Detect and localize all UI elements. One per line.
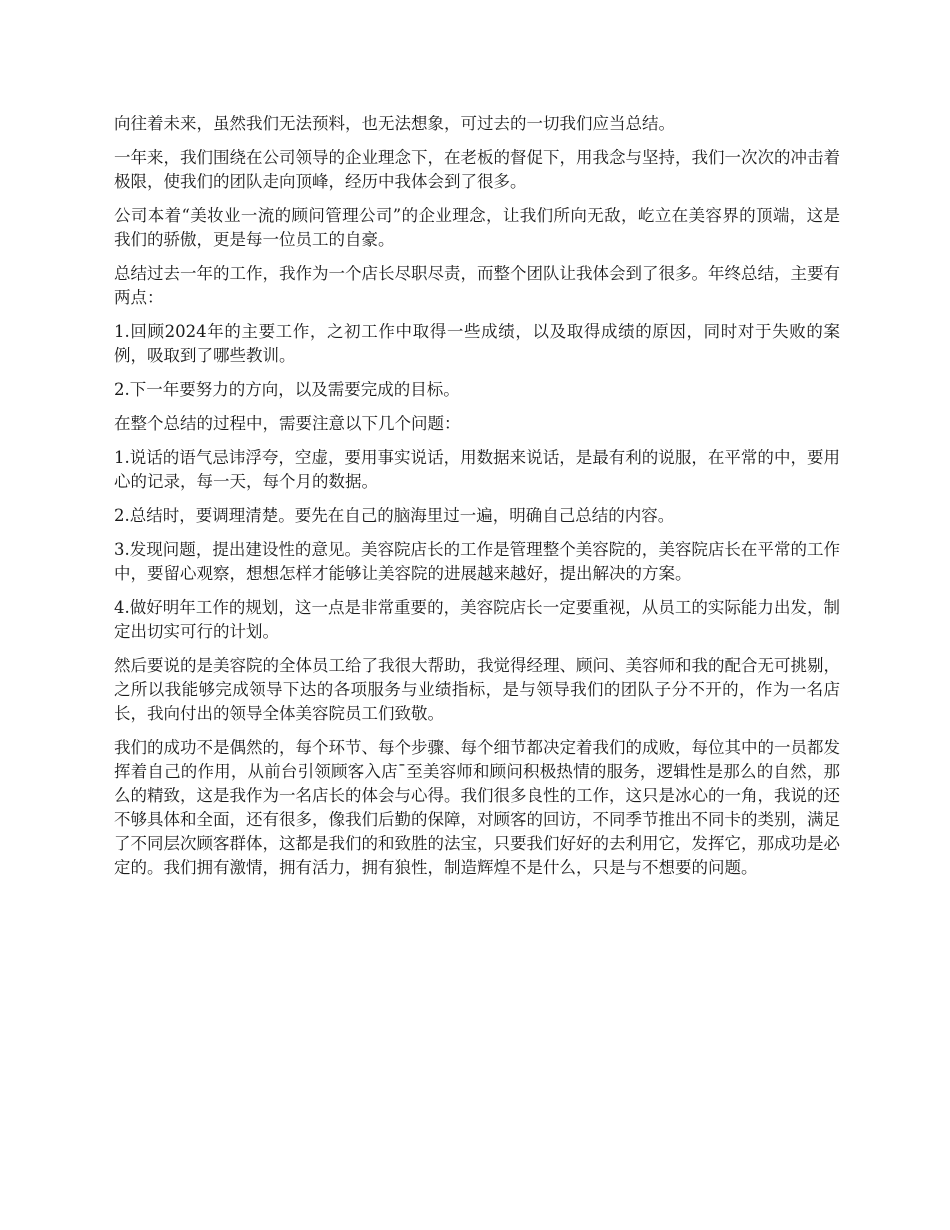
paragraph-year-review: 一年来，我们围绕在公司领导的企业理念下，在老板的督促下，用我念与坚持，我们一次次的冲击着极限，使我们的团队走向顶峰，经历中我体会到了很多。: [114, 148, 840, 191]
paragraph-note-4: 4.做好明年工作的规划，这一点是非常重要的，美容院店长一定要重视，从员工的实际能力出发，制定出切实可行的计划。: [114, 598, 840, 641]
paragraph-point-2: 2.下一年要努力的方向，以及需要完成的目标。: [114, 380, 460, 399]
paragraph-company-philosophy: 公司本着“美妆业一流的顾问管理公司”的企业理念，让我们所向无敌，屹立在美容界的顶端，这是我们的骄傲，更是每一位员工的自豪。: [114, 206, 840, 249]
paragraph-point-1: 1.回顾2024年的主要工作，之初工作中取得一些成绩，以及取得成绩的原因，同时对于失败的案例，吸取到了哪些教训。: [114, 322, 840, 365]
paragraph-intro: 向往着未来，虽然我们无法预料，也无法想象，可过去的一切我们应当总结。: [114, 114, 675, 133]
paragraph-success: 我们的成功不是偶然的，每个环节、每个步骤、每个细节都决定着我们的成败，每位其中的一员都发挥着自己的作用，从前台引领顾客入店¯至美容师和顾问积极热情的服务，逻辑性是那么的自然，那么的精致，这是我作为一名店长的体会与心得。我们很多良性的工作，这只是冰心的一角，我说的还不够具体和全面，还有很多，像我们后勤的保障，对顾客的回访，不同季节推出不同卡的类别，满足了不同层次顾客群体，这都是我们的和致胜的法宝，只要我们好好的去利用它，发挥它，那成功是必定的。我们拥有激情，拥有活力，拥有狼性，制造辉煌不是什么，只是与不想要的问题。: [114, 738, 840, 877]
paragraph-note-1: 1.说话的语气忌讳浮夸，空虚，要用事实说话，用数据来说话，是最有利的说服，在平常的中，要用心的记录，每一天，每个月的数据。: [114, 448, 840, 491]
paragraph-note-2: 2.总结时，要调理清楚。要先在自己的脑海里过一遍，明确自己总结的内容。: [114, 506, 675, 525]
paragraph-summary-points: 总结过去一年的工作，我作为一个店长尽职尽责，而整个团队让我体会到了很多。年终总结，主要有两点：: [114, 264, 840, 307]
document-body: [114, 112, 840, 890]
paragraph-notes-intro: 在整个总结的过程中，需要注意以下几个问题：: [114, 414, 461, 433]
paragraph-note-3: 3.发现问题，提出建设性的意见。美容院店长的工作是管理整个美容院的，美容院店长在平常的工作中，要留心观察，想想怎样才能够让美容院的进展越来越好，提出解决的方案。: [114, 540, 840, 583]
paragraph-team-thanks: 然后要说的是美容院的全体员工给了我很大帮助，我觉得经理、顾问、美容师和我的配合无可挑剔，之所以我能够完成领导下达的各项服务与业绩指标，是与领导我们的团队子分不开的，作为一名店长，我向付出的领导全体美容院员工们致敬。: [114, 656, 840, 723]
